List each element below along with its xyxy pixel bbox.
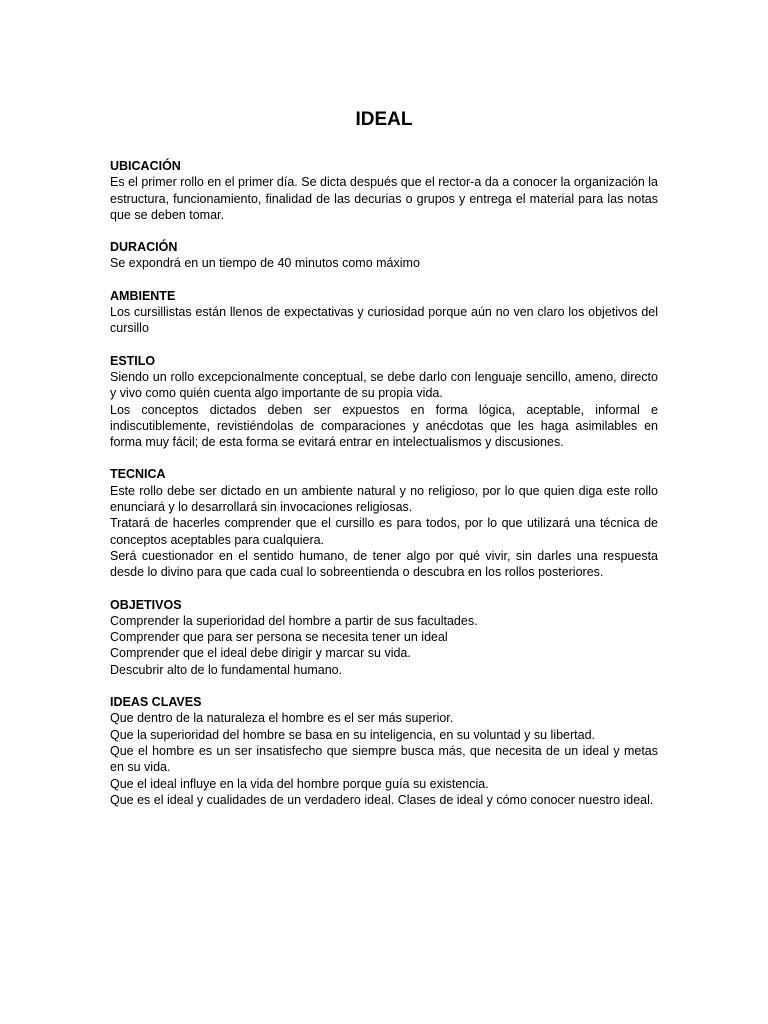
paragraph: Que la superioridad del hombre se basa en su inteligencia, en su voluntad y su libertad. (110, 727, 596, 742)
section-heading: ESTILO (110, 353, 156, 368)
section-heading: IDEAS CLAVES (110, 695, 202, 710)
section-heading: AMBIENTE (110, 288, 176, 303)
section-heading: DURACIÓN (110, 240, 178, 255)
section-heading: UBICACIÓN (110, 159, 181, 173)
paragraph: Este rollo debe ser dictado en un ambiente natural y no religioso, por lo que quien diga este rollo enunciará y lo desarrollará sin invocaciones religiosas. (110, 483, 658, 515)
paragraph: Que el hombre es un ser insatisfecho que siempre busca más, que necesita de un ideal y metas en su vida. (110, 743, 658, 775)
section-tecnica (110, 466, 658, 580)
section-duracion (110, 239, 658, 272)
section-ubicacion (110, 158, 658, 223)
paragraph: Comprender que el ideal debe dirigir y marcar su vida. (110, 646, 411, 661)
paragraph: Comprender que para ser persona se necesita tener un ideal (110, 630, 448, 645)
section-estilo (110, 353, 658, 451)
paragraph: Comprender la superioridad del hombre a partir de sus facultades. (110, 613, 478, 628)
paragraph: Los conceptos dictados deben ser expuestos en forma lógica, aceptable, informal e indiscutiblemente, revistiéndolas de comparaciones y anécdotas que les haga asimilables en forma muy fácil; de esta forma se evitará entrar en intelectualismos y discusiones. (110, 402, 658, 450)
paragraph: Que dentro de la naturaleza el hombre es el ser más superior. (110, 711, 454, 726)
section-heading: TECNICA (110, 467, 166, 482)
section-objetivos (110, 597, 658, 678)
section-ideas-claves (110, 694, 658, 808)
document-title: IDEAL (355, 109, 413, 130)
paragraph: Descubrir alto de lo fundamental humano. (110, 662, 343, 677)
paragraph: Tratará de hacerles comprender que el cursillo es para todos, por lo que utilizará una técnica de conceptos aceptables para cualquiera. (110, 516, 658, 547)
paragraph: Siendo un rollo excepcionalmente conceptual, se debe darlo con lenguaje sencillo, ameno, directo y vivo como quién cuenta algo importante de su propia vida. (110, 369, 658, 401)
section-heading: OBJETIVOS (110, 597, 182, 612)
paragraph: Es el primer rollo en el primer día. Se dicta después que el rector-a da a conocer la organización la estructura, funcionamiento, finalidad de las decurias o grupos y entrega el material para las notas que se deben tomar. (110, 175, 658, 222)
paragraph: Que es el ideal y cualidades de un verdadero ideal. Clases de ideal y cómo conocer nuestro ideal. (110, 792, 654, 807)
paragraph: Que el ideal influye en la vida del hombre porque guía su existencia. (110, 776, 489, 791)
section-ambiente (110, 288, 658, 337)
paragraph: Se expondrá en un tiempo de 40 minutos como máximo (110, 256, 420, 271)
paragraph: Será cuestionador en el sentido humano, de tener algo por qué vivir, sin darles una respuesta desde lo divino para que cada cual lo sobreentienda o descubra en los rollos posteriores. (110, 548, 658, 580)
paragraph: Los cursillistas están llenos de expectativas y curiosidad porque aún no ven claro los objetivos del cursillo (110, 305, 658, 336)
